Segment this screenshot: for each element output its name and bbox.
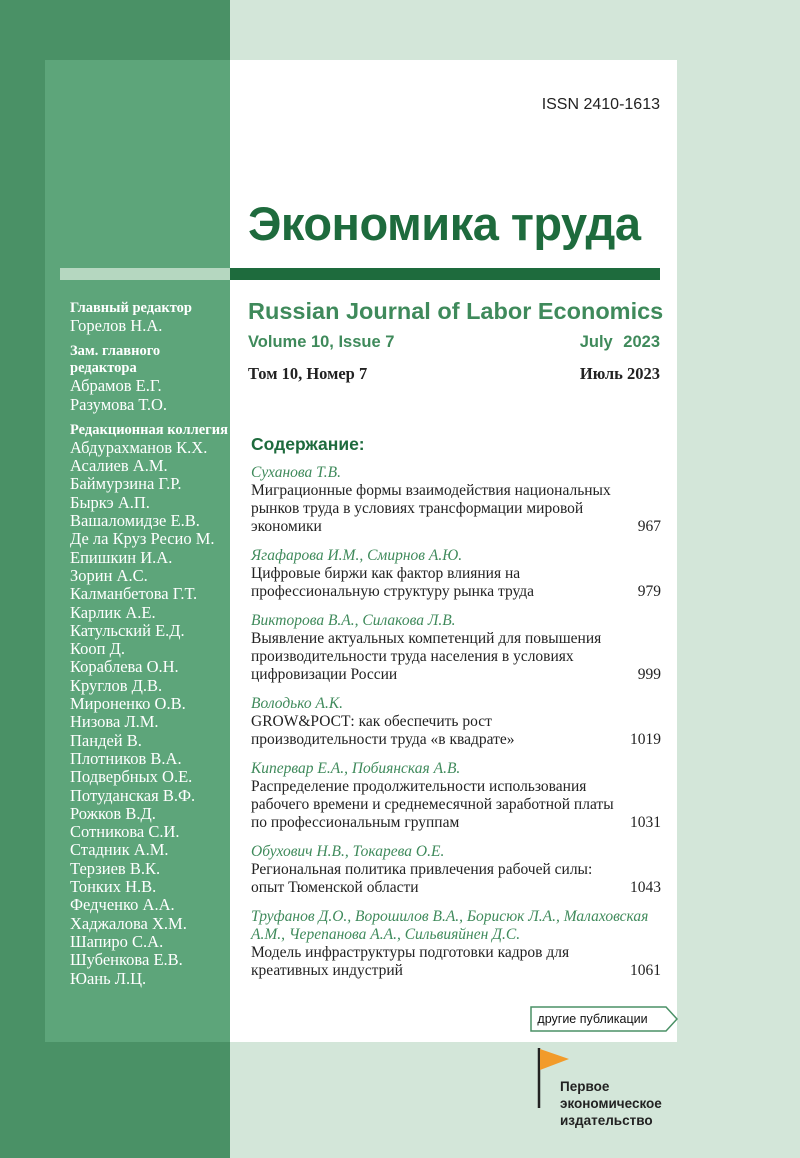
board-member-name: Калманбетова Г.Т. xyxy=(70,584,198,604)
board-member-list xyxy=(70,439,228,988)
toc-item[interactable] xyxy=(251,843,661,897)
publisher-name-line: издательство xyxy=(560,1113,653,1128)
issue-date-en: July 2023 xyxy=(579,333,660,351)
board-member-name: Быркэ А.П. xyxy=(70,492,150,512)
toc-page-number: 979 xyxy=(637,583,661,600)
board-member-name: Хаджалова Х.М. xyxy=(70,913,187,933)
journal-title-ru: Экономика труда xyxy=(248,197,641,250)
board-role: Редакционная коллегия xyxy=(70,421,228,438)
board-member-name: Круглов Д.В. xyxy=(70,675,163,695)
board-member-name: Низова Л.М. xyxy=(70,712,159,732)
toc-authors: Кипервар Е.А., Побиянская А.В. xyxy=(251,760,461,777)
board-member-name: Юань Л.Ц. xyxy=(70,968,147,988)
toc-article-title[interactable]: Цифровые биржи как фактор влияния на профессиональную структуру рынка труда xyxy=(251,565,535,600)
toc-authors: Суханова Т.В. xyxy=(251,464,341,481)
toc-item[interactable] xyxy=(251,908,661,980)
toc-item[interactable] xyxy=(251,760,661,832)
deputy-editor-name: Абрамов Е.Г. xyxy=(70,376,162,396)
chief-editor-name: Горелов Н.А. xyxy=(70,316,163,335)
board-member-name: Пандей В. xyxy=(70,730,142,750)
divider-light-strip xyxy=(60,268,230,280)
toc-page-number: 999 xyxy=(637,666,661,683)
board-member-name: Шапиро С.А. xyxy=(70,931,164,951)
toc-item[interactable] xyxy=(251,695,661,749)
board-member-name: Подвербных О.Е. xyxy=(70,767,193,787)
more-publications-button[interactable] xyxy=(530,1006,662,1032)
board-member-name: Федченко А.А. xyxy=(70,895,175,915)
contents-heading: Содержание: xyxy=(251,434,365,454)
toc-authors: Володько А.К. xyxy=(251,695,344,712)
toc-article-title[interactable]: Модель инфраструктуры подготовки кадров для креативных индустрий xyxy=(251,944,570,979)
board-member-name: Кооп Д. xyxy=(70,639,126,659)
board-member-name: Баймурзина Г.Р. xyxy=(70,474,182,494)
board-member-name: Потуданская В.Ф. xyxy=(70,785,196,805)
board-member-name: Сотникова С.И. xyxy=(70,822,180,842)
board-member-name: Карлик А.Е. xyxy=(70,602,156,622)
publisher-name xyxy=(560,1078,662,1129)
board-member-name: Абдурахманов К.Х. xyxy=(70,437,208,457)
journal-title-en: Russian Journal of Labor Economics xyxy=(248,298,664,324)
deputy-editor-group xyxy=(70,343,228,414)
deputy-editor-name: Разумова Т.О. xyxy=(70,394,168,414)
toc-authors: Труфанов Д.О., Ворошилов В.А., Борисюк Л.А., Малаховская А.М., Черепанова А.А., Сильвияйнен Д.С. xyxy=(251,908,649,943)
board-member-name: Катульский Е.Д. xyxy=(70,620,185,640)
toc-page-number: 1061 xyxy=(630,962,661,979)
toc-article-title[interactable]: Региональная политика привлечения рабочей силы: опыт Тюменской области xyxy=(251,861,593,896)
publisher-name-line: Первое xyxy=(560,1079,610,1094)
toc-authors: Ягафарова И.М., Смирнов А.Ю. xyxy=(251,547,463,564)
board-member-name: Стадник А.М. xyxy=(70,840,169,860)
table-of-contents xyxy=(251,464,661,991)
toc-article-title[interactable]: Выявление актуальных компетенций для повышения производительности труда населения в условиях цифровизации России xyxy=(251,630,602,683)
toc-authors: Викторова В.А., Силакова Л.В. xyxy=(251,612,456,629)
board-member-name: Тонких Н.В. xyxy=(70,877,157,897)
issn-label: ISSN 2410-1613 xyxy=(541,96,660,113)
board-member-name: Кораблева О.Н. xyxy=(70,657,179,677)
issue-date-ru: Июль 2023 xyxy=(579,364,660,383)
deputy-editor-role: Зам. главного редактора xyxy=(70,343,161,377)
toc-article-title[interactable]: Миграционные формы взаимодействия национальных рынков труда в условиях трансформации мировой экономики xyxy=(251,482,611,535)
toc-item[interactable] xyxy=(251,464,661,536)
toc-item[interactable] xyxy=(251,547,661,601)
toc-article-title[interactable]: GROW&РОСТ: как обеспечить рост производительности труда «в квадрате» xyxy=(251,713,515,748)
toc-authors: Обухович Н.В., Токарева О.Е. xyxy=(251,843,445,860)
board-member-name: Вашаломидзе Е.В. xyxy=(70,511,200,531)
toc-item[interactable] xyxy=(251,612,661,684)
board-group xyxy=(70,422,228,988)
toc-page-number: 1031 xyxy=(630,814,661,831)
chief-editor-group xyxy=(70,300,228,335)
more-publications-label: другие публикации xyxy=(537,1012,648,1026)
board-member-name: Терзиев В.К. xyxy=(70,858,161,878)
editorial-board xyxy=(70,300,228,996)
toc-page-number: 1019 xyxy=(630,731,661,748)
board-member-name: Шубенкова Е.В. xyxy=(70,950,183,970)
board-member-name: Епишкин И.А. xyxy=(70,547,173,567)
board-member-name: Плотников В.А. xyxy=(70,748,182,768)
toc-page-number: 967 xyxy=(637,518,661,535)
chief-editor-role: Главный редактор xyxy=(70,300,192,316)
toc-article-title[interactable]: Распределение продолжительности использования рабочего времени и среднемесячной заработной платы по профессиональным группам xyxy=(251,778,614,831)
board-member-name: Де ла Круз Ресио М. xyxy=(70,529,215,549)
board-member-name: Зорин А.С. xyxy=(70,565,148,585)
board-member-name: Асалиев А.М. xyxy=(70,456,168,476)
divider-dark-strip xyxy=(230,268,660,280)
board-member-name: Рожков В.Д. xyxy=(70,803,156,823)
toc-page-number: 1043 xyxy=(630,879,661,896)
publisher-name-line: экономическое xyxy=(560,1096,662,1111)
board-member-name: Мироненко О.В. xyxy=(70,694,186,714)
volume-issue-en: Volume 10, Issue 7 xyxy=(248,333,395,351)
volume-issue-ru: Том 10, Номер 7 xyxy=(248,364,368,383)
